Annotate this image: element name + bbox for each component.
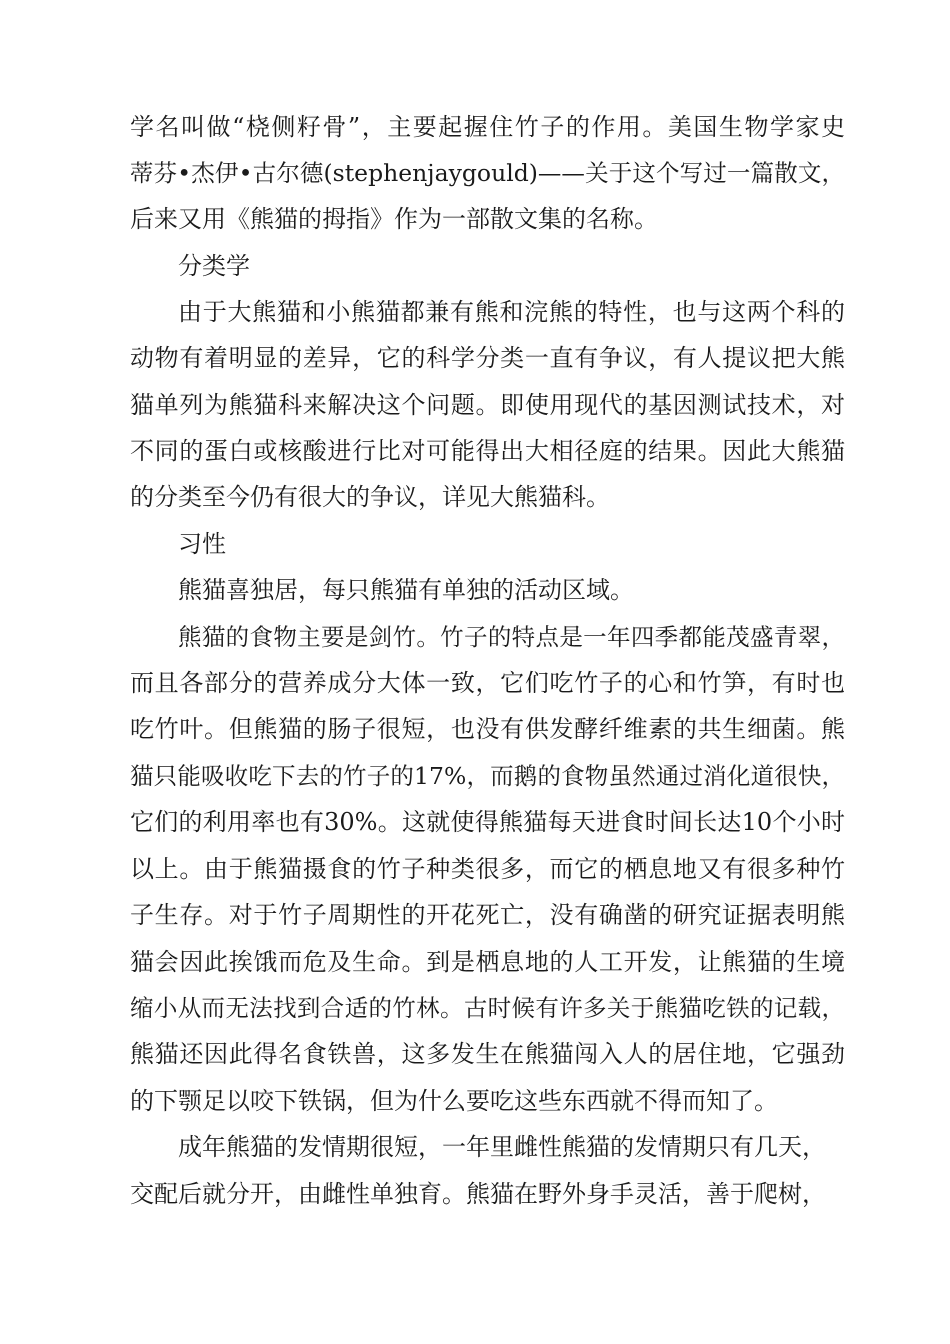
paragraph-4-line-5: 它们的利用率也有30%。这就使得熊猫每天进食时间长达10个小时 (130, 808, 845, 836)
paragraph-2-line-5: 的分类至今仍有很大的争议，详见大熊猫科。 (130, 483, 610, 511)
paragraph-2-line-4: 不同的蛋白或核酸进行比对可能得出大相径庭的结果。因此大熊猫 (130, 437, 845, 465)
paragraph-4-line-10: 熊猫还因此得名食铁兽，这多发生在熊猫闯入人的居住地，它强劲 (130, 1040, 845, 1068)
paragraph-1-line-1: 学名叫做“桡侧籽骨”，主要起握住竹子的作用。美国生物学家史 (130, 113, 845, 141)
paragraph-4-line-8: 猫会因此挨饿而危及生命。到是栖息地的人工开发，让熊猫的生境 (130, 948, 845, 976)
paragraph-4-line-3: 吃竹叶。但熊猫的肠子很短，也没有供发酵纤维素的共生细菌。熊 (130, 715, 845, 743)
paragraph-4-line-2: 而且各部分的营养成分大体一致，它们吃竹子的心和竹笋，有时也 (130, 669, 845, 697)
paragraph-3-line-1: 熊猫喜独居，每只熊猫有单独的活动区域。 (178, 576, 634, 604)
paragraph-4-line-9: 缩小从而无法找到合适的竹林。古时候有许多关于熊猫吃铁的记载， (130, 994, 845, 1022)
section-heading-taxonomy: 分类学 (178, 252, 250, 280)
paragraph-4-line-7: 子生存。对于竹子周期性的开花死亡，没有确凿的研究证据表明熊 (130, 901, 845, 929)
paragraph-4-line-6: 以上。由于熊猫摄食的竹子种类很多，而它的栖息地又有很多种竹 (130, 855, 845, 883)
paragraph-5-line-1: 成年熊猫的发情期很短，一年里雌性熊猫的发情期只有几天， (178, 1133, 826, 1161)
paragraph-2-line-1: 由于大熊猫和小熊猫都兼有熊和浣熊的特性，也与这两个科的 (178, 298, 845, 326)
section-heading-habits: 习性 (178, 530, 226, 558)
paragraph-2-line-3: 猫单列为熊猫科来解决这个问题。即使用现代的基因测试技术，对 (130, 391, 845, 419)
paragraph-4-line-1: 熊猫的食物主要是剑竹。竹子的特点是一年四季都能茂盛青翠， (178, 623, 845, 651)
paragraph-5-line-2: 交配后就分开，由雌性单独育。熊猫在野外身手灵活，善于爬树， (130, 1180, 826, 1208)
paragraph-4-line-11: 的下颚足以咬下铁锅，但为什么要吃这些东西就不得而知了。 (130, 1087, 778, 1115)
paragraph-2-line-2: 动物有着明显的差异，它的科学分类一直有争议，有人提议把大熊 (130, 344, 845, 372)
paragraph-4-line-4: 猫只能吸收吃下去的竹子的17%，而鹅的食物虽然通过消化道很快， (130, 762, 845, 790)
paragraph-1-line-3: 后来又用《熊猫的拇指》作为一部散文集的名称。 (130, 205, 658, 233)
paragraph-1-line-2: 蒂芬•杰伊•古尔德(stephenjaygould)——关于这个写过一篇散文， (130, 159, 845, 187)
